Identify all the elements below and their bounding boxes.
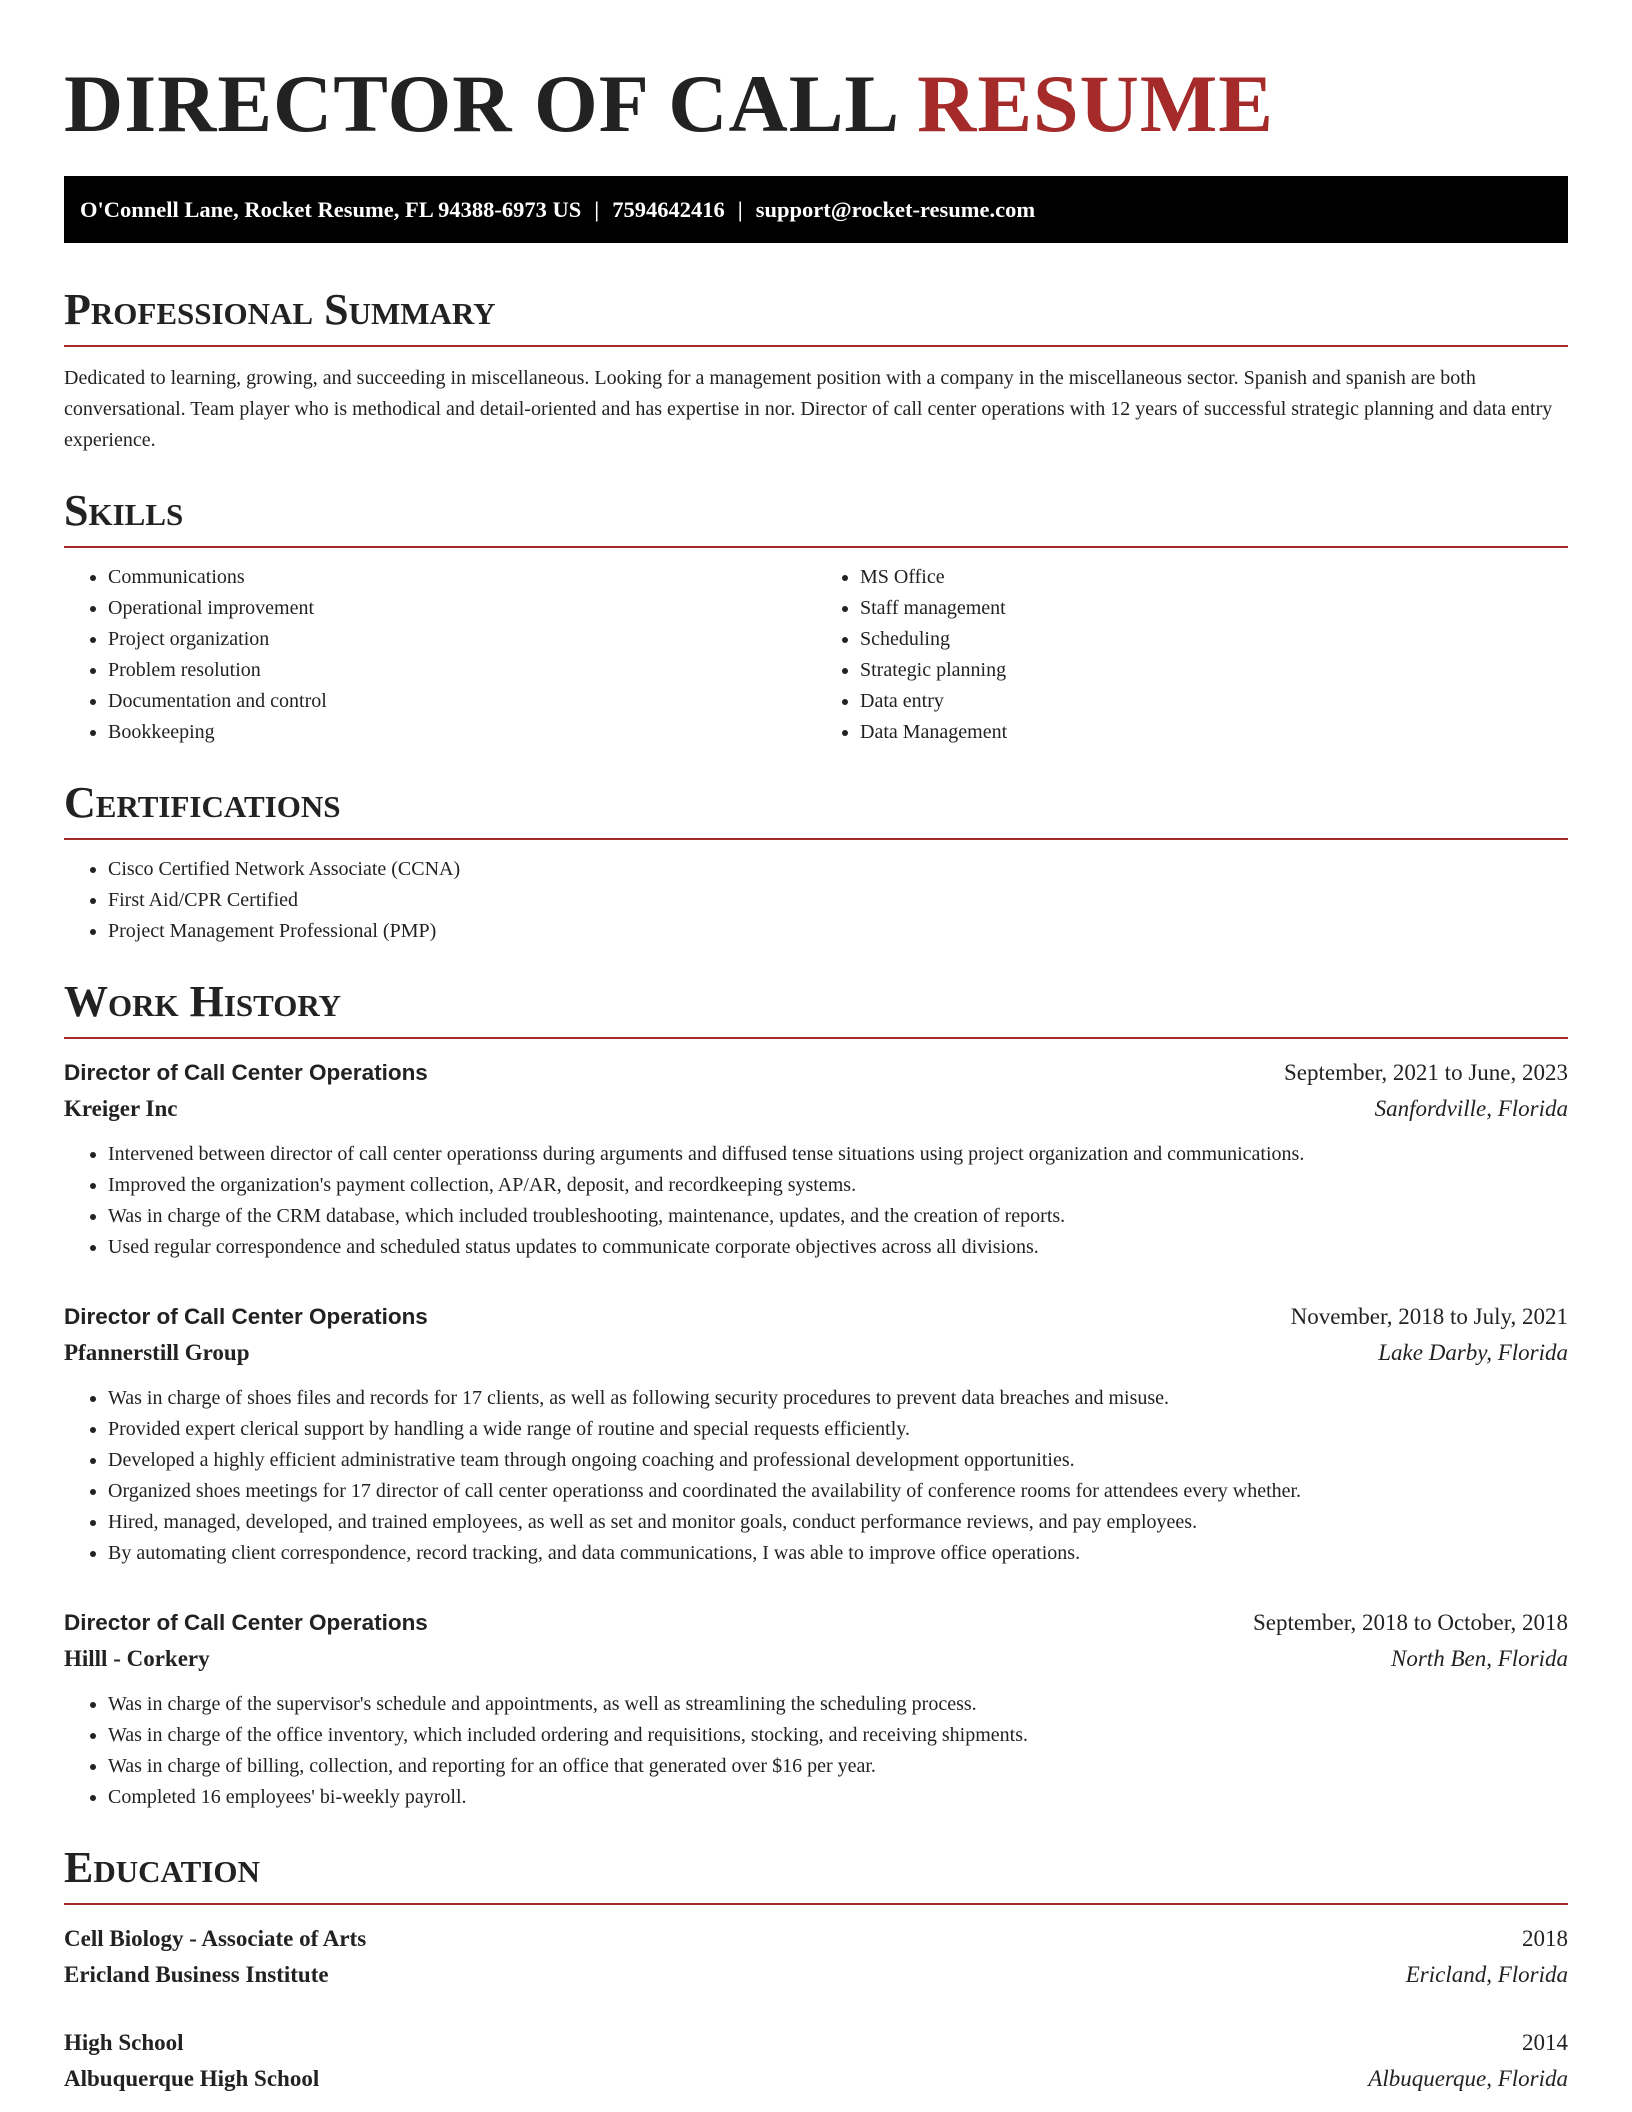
section-heading: Skills xyxy=(64,486,1568,548)
education-degree: High School xyxy=(64,2030,184,2055)
skills-list-left xyxy=(64,562,816,748)
job-bullet: • Was in charge of billing, collection, and reporting for an office that generated over $16 per year. xyxy=(108,1751,1568,1782)
skill-item: • Communications xyxy=(108,562,816,593)
job-company-row xyxy=(64,1091,1568,1127)
job-location: Sanfordville, Florida xyxy=(1374,1096,1568,1121)
skill-item: • Operational improvement xyxy=(108,593,816,624)
job-title: Director of Call Center Operations xyxy=(64,1610,428,1635)
job-header-row xyxy=(64,1605,1568,1641)
job-entry xyxy=(64,1605,1568,1813)
contact-address: O'Connell Lane, Rocket Resume, FL 94388-6973 US xyxy=(80,197,582,222)
job-entry xyxy=(64,1299,1568,1569)
job-location: Lake Darby, Florida xyxy=(1378,1340,1568,1365)
skill-item: • Data Management xyxy=(860,717,1568,748)
skill-item: • Scheduling xyxy=(860,624,1568,655)
summary-section xyxy=(64,285,1568,456)
certification-item: • Cisco Certified Network Associate (CCNA) xyxy=(108,854,1568,885)
job-entry xyxy=(64,1055,1568,1263)
job-company: Hilll - Corkery xyxy=(64,1646,210,1671)
job-bullets xyxy=(64,1139,1568,1263)
skill-item: • Staff management xyxy=(860,593,1568,624)
certifications-section xyxy=(64,778,1568,947)
section-heading: Education xyxy=(64,1843,1568,1905)
job-bullet: • Was in charge of the office inventory, which included ordering and requisitions, stocking, and receiving shipments. xyxy=(108,1720,1568,1751)
job-dates: September, 2018 to October, 2018 xyxy=(1253,1610,1568,1635)
job-bullet: • Was in charge of the CRM database, which included troubleshooting, maintenance, updates, and the creation of reports. xyxy=(108,1201,1568,1232)
education-school-row xyxy=(64,2061,1568,2097)
education-location: Albuquerque, Florida xyxy=(1368,2066,1568,2091)
summary-text: Dedicated to learning, growing, and succeeding in miscellaneous. Looking for a management position with a company in the miscellaneous sector. Spanish and spanish are both conversational. Team player who is methodical and detail-oriented and has expertise in nor. Director of call center operations with 12 years of successful strategic planning and data entry experience. xyxy=(64,367,1553,451)
skill-item: • Project organization xyxy=(108,624,816,655)
job-bullet: • Used regular correspondence and scheduled status updates to communicate corporate objectives across all divisions. xyxy=(108,1232,1568,1263)
job-bullets xyxy=(64,1689,1568,1813)
education-year: 2014 xyxy=(1522,2030,1568,2055)
skill-item: • Problem resolution xyxy=(108,655,816,686)
contact-separator: | xyxy=(737,197,743,222)
education-school: Ericland Business Institute xyxy=(64,1962,329,1987)
education-location: Ericland, Florida xyxy=(1405,1962,1568,1987)
skills-grid xyxy=(64,548,1568,748)
education-header-row xyxy=(64,2025,1568,2061)
work-history-section xyxy=(64,977,1568,1813)
education-school-row xyxy=(64,1957,1568,1993)
contact-email[interactable]: support@rocket-resume.com xyxy=(755,197,1036,222)
job-bullet: • Completed 16 employees' bi-weekly payroll. xyxy=(108,1782,1568,1813)
job-bullet: • Provided expert clerical support by handling a wide range of routine and special requests efficiently. xyxy=(108,1414,1568,1445)
job-header-row xyxy=(64,1055,1568,1091)
job-header-row xyxy=(64,1299,1568,1335)
section-heading: Work History xyxy=(64,977,1568,1039)
skills-list-right xyxy=(816,562,1568,748)
job-bullet: • Was in charge of shoes files and records for 17 clients, as well as following security procedures to prevent data breaches and misuse. xyxy=(108,1383,1568,1414)
job-bullet: • By automating client correspondence, record tracking, and data communications, I was able to improve office operations. xyxy=(108,1538,1568,1569)
job-bullet: • Developed a highly efficient administrative team through ongoing coaching and professional development opportunities. xyxy=(108,1445,1568,1476)
skills-section xyxy=(64,486,1568,748)
title-main: DIRECTOR OF CALL xyxy=(64,58,896,149)
job-company-row xyxy=(64,1335,1568,1371)
education-school: Albuquerque High School xyxy=(64,2066,320,2091)
contact-phone: 7594642416 xyxy=(612,197,725,222)
job-company-row xyxy=(64,1641,1568,1677)
job-title: Director of Call Center Operations xyxy=(64,1060,428,1085)
certification-item: • Project Management Professional (PMP) xyxy=(108,916,1568,947)
job-bullet: • Organized shoes meetings for 17 director of call center operationss and coordinated the availability of conference rooms for attendees every whether. xyxy=(108,1476,1568,1507)
education-degree: Cell Biology - Associate of Arts xyxy=(64,1926,367,1951)
skill-item: • Bookkeeping xyxy=(108,717,816,748)
education-entry xyxy=(64,1921,1568,1993)
job-bullet: • Intervened between director of call center operationss during arguments and diffused tense situations using project organization and communications. xyxy=(108,1139,1568,1170)
resume-title xyxy=(64,0,1568,176)
job-bullet: • Improved the organization's payment collection, AP/AR, deposit, and recordkeeping systems. xyxy=(108,1170,1568,1201)
contact-bar xyxy=(64,176,1568,243)
title-accent: RESUME xyxy=(917,58,1274,149)
job-location: North Ben, Florida xyxy=(1391,1646,1568,1671)
job-bullet: • Hired, managed, developed, and trained employees, as well as set and monitor goals, conduct performance reviews, and pay employees. xyxy=(108,1507,1568,1538)
job-dates: November, 2018 to July, 2021 xyxy=(1290,1304,1568,1329)
education-section xyxy=(64,1843,1568,2097)
education-header-row xyxy=(64,1921,1568,1957)
education-year: 2018 xyxy=(1522,1926,1568,1951)
job-bullets xyxy=(64,1383,1568,1569)
certifications-list xyxy=(64,854,1568,947)
job-title: Director of Call Center Operations xyxy=(64,1304,428,1329)
job-company: Pfannerstill Group xyxy=(64,1340,250,1365)
skill-item: • Strategic planning xyxy=(860,655,1568,686)
education-entry xyxy=(64,2025,1568,2097)
skill-item: • Documentation and control xyxy=(108,686,816,717)
job-dates: September, 2021 to June, 2023 xyxy=(1284,1060,1568,1085)
certification-item: • First Aid/CPR Certified xyxy=(108,885,1568,916)
skill-item: • Data entry xyxy=(860,686,1568,717)
skill-item: • MS Office xyxy=(860,562,1568,593)
section-heading: Professional Summary xyxy=(64,285,1568,347)
contact-separator: | xyxy=(594,197,600,222)
section-heading: Certifications xyxy=(64,778,1568,840)
job-company: Kreiger Inc xyxy=(64,1096,178,1121)
job-bullet: • Was in charge of the supervisor's schedule and appointments, as well as streamlining the scheduling process. xyxy=(108,1689,1568,1720)
